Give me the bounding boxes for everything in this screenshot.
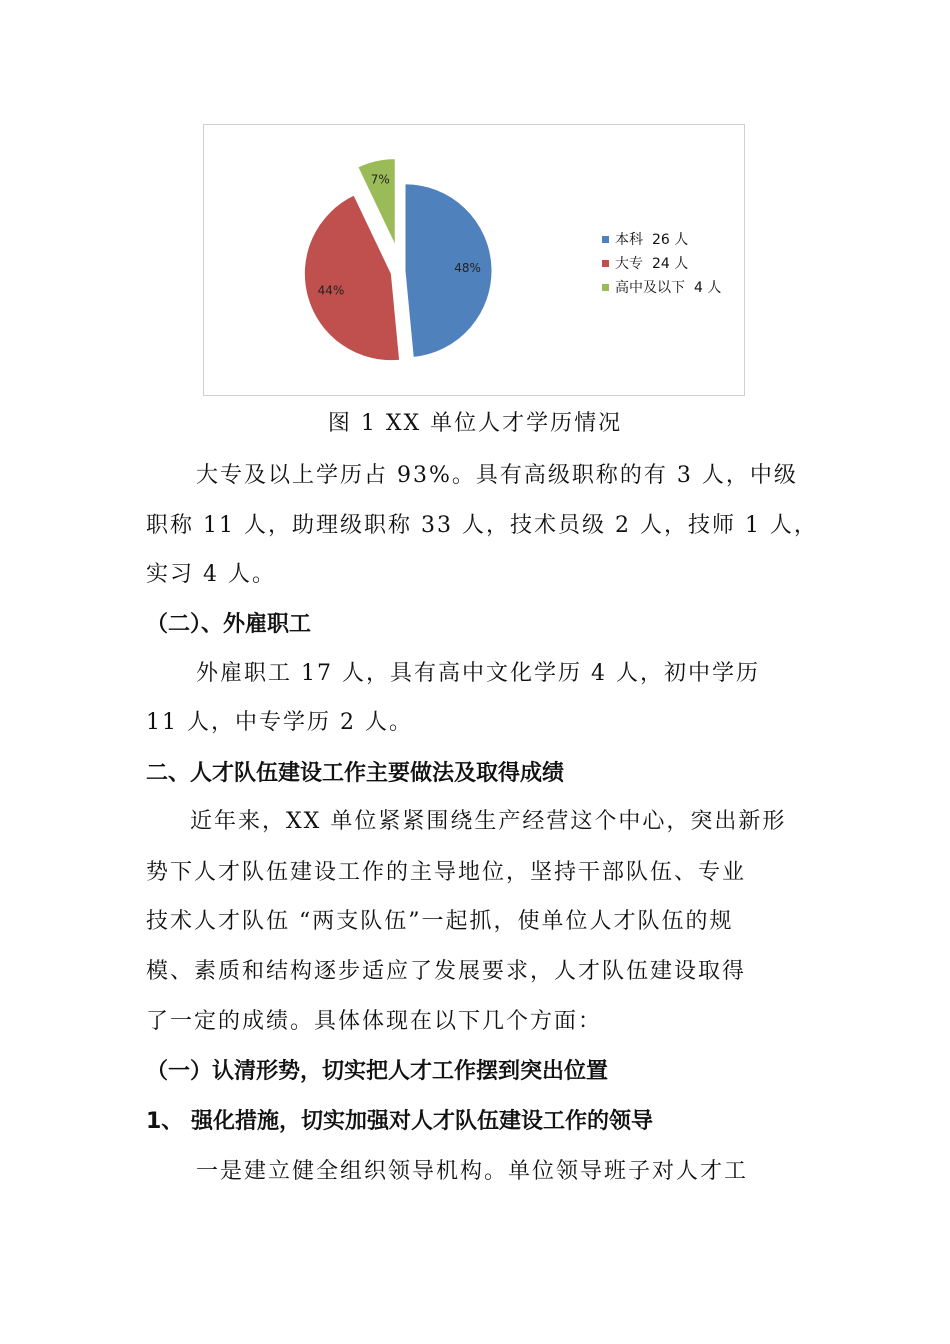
paragraph-line: 势下人才队伍建设工作的主导地位，坚持干部队伍、专业 — [146, 860, 747, 885]
chart-legend — [602, 227, 721, 299]
legend-label-highschool: 高中及以下 — [615, 280, 685, 296]
paragraph-line: 了一定的成绩。具体体现在以下几个方面： — [146, 1009, 603, 1034]
legend-item-college — [602, 251, 721, 275]
paragraph-line: 11 人，中专学历 2 人。 — [146, 710, 413, 735]
legend-count-highschool: 4 人 — [694, 280, 722, 296]
legend-swatch-highschool — [602, 284, 609, 291]
legend-item-bachelor — [602, 227, 721, 251]
pie-label-highschool: 7% — [370, 172, 390, 187]
legend-swatch-college — [602, 260, 609, 267]
section-heading: 二、人才队伍建设工作主要做法及取得成绩 — [146, 761, 565, 786]
section-heading: （一）认清形势，切实把人才工作摆到突出位置 — [146, 1059, 609, 1084]
legend-count-college: 24 人 — [652, 256, 689, 272]
paragraph-line: 模、素质和结构逐步适应了发展要求，人才队伍建设取得 — [146, 959, 747, 984]
figure-caption: 图 1 XX 单位人才学历情况 — [327, 411, 623, 436]
paragraph-line: 外雇职工 17 人，具有高中文化学历 4 人，初中学历 — [196, 661, 760, 686]
paragraph-line: 近年来，XX 单位紧紧围绕生产经营这个中心，突出新形 — [190, 809, 787, 834]
legend-count-bachelor: 26 人 — [652, 232, 689, 248]
paragraph-line: 技术人才队伍 “两支队伍”一起抓，使单位人才队伍的规 — [146, 909, 734, 934]
paragraph-line: 职称 11 人，助理级职称 33 人，技术员级 2 人，技师 1 人， — [146, 513, 818, 538]
legend-label-college: 大专 — [615, 256, 643, 272]
pie-label-bachelor: 48% — [454, 260, 481, 275]
legend-swatch-bachelor — [602, 236, 609, 243]
section-heading: 1、 强化措施，切实加强对人才队伍建设工作的领导 — [146, 1109, 653, 1134]
paragraph-line: 实习 4 人。 — [146, 562, 276, 587]
pie-label-college: 44% — [317, 283, 345, 298]
paragraph-line: 大专及以上学历占 93%。具有高级职称的有 3 人，中级 — [196, 463, 798, 488]
legend-label-bachelor: 本科 — [615, 232, 643, 248]
paragraph-line: 一是建立健全组织领导机构。单位领导班子对人才工 — [196, 1159, 749, 1184]
education-pie-chart — [203, 124, 745, 396]
section-heading: （二）、外雇职工 — [146, 612, 312, 637]
legend-item-highschool — [602, 275, 721, 299]
